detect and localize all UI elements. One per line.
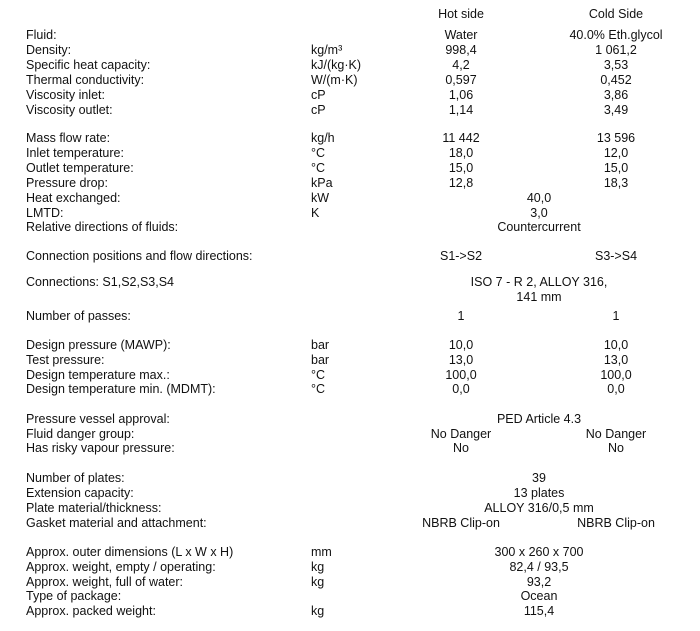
row-label: Approx. weight, empty / operating: [26, 560, 216, 574]
row-cold-value: 12,0 [603, 146, 629, 160]
row-label: Test pressure: [26, 353, 105, 367]
row-cold-value: 18,3 [603, 176, 629, 190]
row-shared-value: 82,4 / 93,5 [509, 560, 569, 574]
row-label: Extension capacity: [26, 486, 134, 500]
row-unit: cP [311, 88, 326, 102]
row-label: Number of plates: [26, 471, 125, 485]
row-shared-value: 40,0 [526, 191, 552, 205]
row-shared-value: 300 x 260 x 700 [494, 545, 584, 559]
row-shared-value: 141 mm [516, 290, 562, 304]
row-hot-value: 13,0 [448, 353, 474, 367]
row-hot-value: 18,0 [448, 146, 474, 160]
row-unit: kPa [311, 176, 333, 190]
row-cold-value: No [608, 441, 624, 455]
row-density [0, 43, 700, 58]
row-cold-value: 13 596 [596, 131, 636, 145]
row-unit: mm [311, 545, 332, 559]
row-unit: bar [311, 338, 330, 352]
row-shared-value: 39 [532, 471, 546, 485]
row-label: Design pressure (MAWP): [26, 338, 171, 352]
row-label: Design temperature min. (MDMT): [26, 382, 216, 396]
row-unit: kg [311, 575, 325, 589]
row-hot-value: 12,8 [448, 176, 474, 190]
row-unit: cP [311, 103, 326, 117]
row-connections [0, 275, 700, 290]
row-unit: kg [311, 604, 325, 618]
row-unit: °C [311, 146, 326, 160]
row-fluid-danger [0, 427, 700, 442]
row-cold-value: 10,0 [603, 338, 629, 352]
row-hot-value: S1->S2 [439, 249, 483, 263]
row-heat-exchanged [0, 191, 700, 206]
row-label: Pressure drop: [26, 176, 108, 190]
row-lmtd [0, 206, 700, 221]
row-vessel-approval [0, 412, 700, 427]
row-shared-value: 3,0 [530, 206, 548, 220]
row-fluid-directions [0, 220, 700, 235]
row-gasket [0, 516, 700, 531]
row-hot-value: 15,0 [448, 161, 474, 175]
row-cold-value: 0,0 [607, 382, 625, 396]
row-fluid [0, 28, 700, 43]
row-unit: kJ/(kg·K) [311, 58, 361, 72]
row-cold-value: 40.0% Eth.glycol [569, 28, 663, 42]
row-cold-value: 3,49 [603, 103, 629, 117]
row-label: Design temperature max.: [26, 368, 170, 382]
row-design-temp-min [0, 382, 700, 397]
row-unit: bar [311, 353, 330, 367]
row-unit: kg [311, 560, 325, 574]
row-hot-value: NBRB Clip-on [422, 516, 500, 530]
row-unit: °C [311, 382, 326, 396]
row-label: Fluid danger group: [26, 427, 135, 441]
row-label: Outlet temperature: [26, 161, 134, 175]
row-label: Connection positions and flow directions: [26, 249, 253, 263]
row-unit: kg/h [311, 131, 335, 145]
row-hot-value: 11 442 [442, 131, 480, 145]
row-cold-value: 100,0 [600, 368, 632, 382]
row-mass-flow [0, 131, 700, 146]
row-label: Mass flow rate: [26, 131, 111, 145]
row-cold-value: S3->S4 [594, 249, 638, 263]
row-hot-value: 1,06 [448, 88, 474, 102]
row-label: Relative directions of fluids: [26, 220, 179, 234]
row-hot-value: 0,0 [452, 382, 470, 396]
row-outer-dimensions [0, 545, 700, 560]
row-hot-value: 1 [457, 309, 465, 323]
row-vapour-pressure [0, 441, 700, 456]
row-specific-heat [0, 58, 700, 73]
row-label: Inlet temperature: [26, 146, 124, 160]
row-label: Plate material/thickness: [26, 501, 162, 515]
row-label: Specific heat capacity: [26, 58, 151, 72]
row-unit: K [311, 206, 320, 220]
row-connection-positions [0, 249, 700, 264]
row-label: LMTD: [26, 206, 64, 220]
row-cold-value: 3,53 [603, 58, 629, 72]
row-cold-value: 3,86 [603, 88, 629, 102]
row-viscosity-inlet [0, 88, 700, 103]
row-passes [0, 309, 700, 324]
row-hot-value: 100,0 [445, 368, 477, 382]
row-pressure-drop [0, 176, 700, 191]
row-unit: °C [311, 368, 326, 382]
row-hot-value: 998,4 [445, 43, 477, 57]
row-inlet-temp [0, 146, 700, 161]
row-label: Density: [26, 43, 72, 57]
row-hot-value: 1,14 [448, 103, 474, 117]
hot-side-header: Hot side [438, 7, 484, 21]
row-label: Thermal conductivity: [26, 73, 145, 87]
row-design-temp-max [0, 368, 700, 383]
row-cold-value: 1 [612, 309, 620, 323]
row-shared-value: PED Article 4.3 [496, 412, 582, 426]
row-shared-value: Countercurrent [497, 220, 581, 234]
row-label: Connections: S1,S2,S3,S4 [26, 275, 175, 289]
row-label: Has risky vapour pressure: [26, 441, 175, 455]
row-label: Approx. weight, full of water: [26, 575, 184, 589]
row-label: Gasket material and attachment: [26, 516, 207, 530]
row-package-type [0, 589, 700, 604]
row-label: Type of package: [26, 589, 122, 603]
row-hot-value: 0,597 [445, 73, 477, 87]
row-design-pressure [0, 338, 700, 353]
row-label: Approx. outer dimensions (L x W x H) [26, 545, 234, 559]
row-unit: kW [311, 191, 330, 205]
row-weight-full [0, 575, 700, 590]
row-label: Viscosity outlet: [26, 103, 113, 117]
row-outlet-temp [0, 161, 700, 176]
row-number-of-plates [0, 471, 700, 486]
row-shared-value: ALLOY 316/0,5 mm [484, 501, 594, 515]
row-shared-value: 115,4 [523, 604, 555, 618]
row-cold-value: No Danger [585, 427, 647, 441]
row-connections-size [0, 290, 700, 305]
row-label: Heat exchanged: [26, 191, 121, 205]
row-unit: W/(m·K) [311, 73, 358, 87]
row-unit: kg/m³ [311, 43, 343, 57]
row-cold-value: NBRB Clip-on [577, 516, 655, 530]
row-label: Number of passes: [26, 309, 131, 323]
row-label: Pressure vessel approval: [26, 412, 170, 426]
row-hot-value: 10,0 [448, 338, 474, 352]
row-cold-value: 15,0 [603, 161, 629, 175]
row-hot-value: 4,2 [452, 58, 470, 72]
row-cold-value: 13,0 [603, 353, 629, 367]
row-label: Approx. packed weight: [26, 604, 156, 618]
row-hot-value: No [453, 441, 469, 455]
row-viscosity-outlet [0, 103, 700, 118]
row-label: Viscosity inlet: [26, 88, 105, 102]
row-cold-value: 0,452 [600, 73, 632, 87]
row-weight-empty-operating [0, 560, 700, 575]
row-hot-value: No Danger [430, 427, 492, 441]
row-thermal-conductivity [0, 73, 700, 88]
row-shared-value: 93,2 [526, 575, 552, 589]
row-label: Fluid: [26, 28, 57, 42]
row-cold-value: 1 061,2 [595, 43, 637, 57]
cold-side-header: Cold Side [588, 7, 644, 21]
row-shared-value: ISO 7 - R 2, ALLOY 316, [470, 275, 608, 289]
row-plate-material [0, 501, 700, 516]
row-unit: °C [311, 161, 326, 175]
row-hot-value: Water [444, 28, 478, 42]
row-extension-capacity [0, 486, 700, 501]
row-packed-weight [0, 604, 700, 619]
row-test-pressure [0, 353, 700, 368]
row-shared-value: Ocean [520, 589, 558, 603]
row-shared-value: 13 plates [513, 486, 565, 500]
